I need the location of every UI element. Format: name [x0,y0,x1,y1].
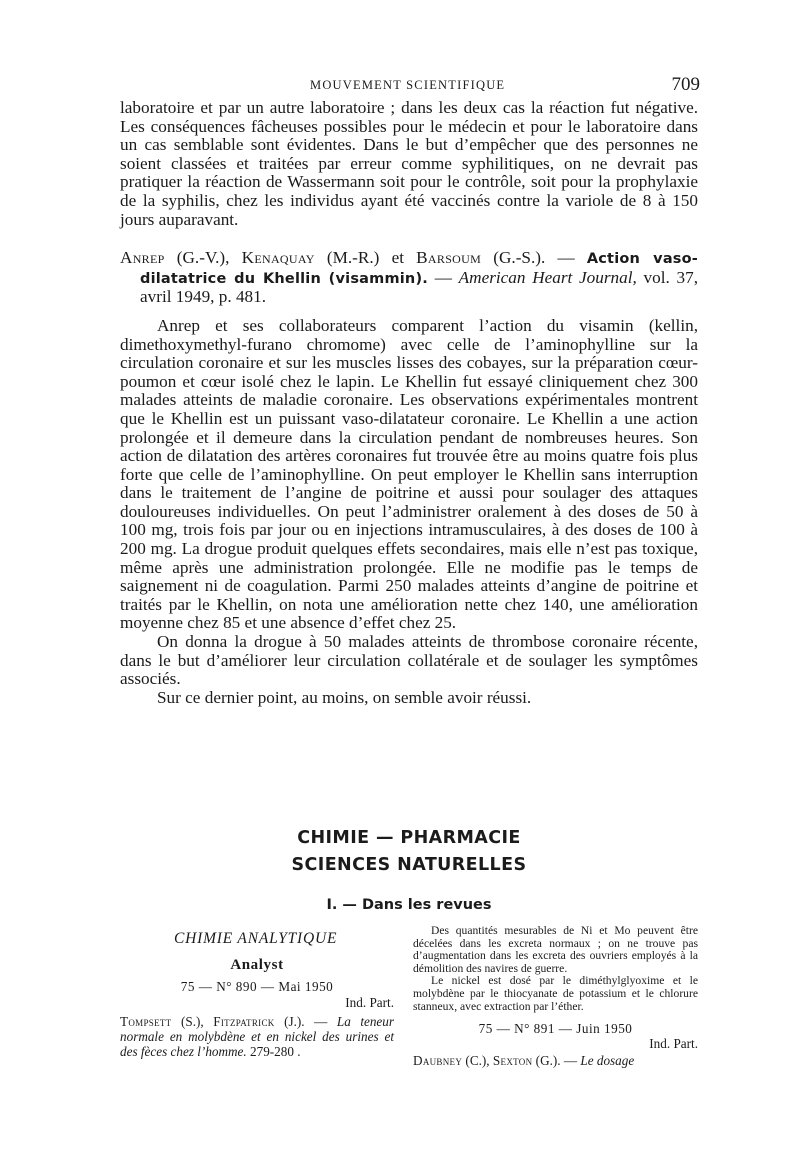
running-header [120,74,700,96]
entry-initials: (C.), [462,1053,493,1069]
left-column [120,928,394,1059]
paragraph-body: Anrep et ses collaborateurs comparent l’action du visamin (kellin, dimethoxymethyl-furano chromome) avec celle de l’aminophylline sur la circulation coronaire et sur les muscles lisses des cobayes, sur la préparation cœur-poumon et cœur isolé chez le lapin. Le Khellin fut essayé cliniquement chez 300 malades atteints de maladie coronaire. Les observations expérimentales montrent que le Khellin est un puissant vaso-dilatateur coronaire. Le Khellin a une action prolongée et il demeure dans la circulation pendant de nombreuses heures. Son action de dilatation des artères coronaires fut trouvée être au moins quatre fois plus forte que celle de l’aminophylline. On peut employer le Khellin sans interruption dans le traitement de l’angine de poitrine et aussi pour soulager des attaques douloureuses individuelles. On peut l’administrer oralement à des doses de 50 à 100 mg, trois fois par jour ou en injections intramusculaires, à des doses de 100 à 200 mg. La drogue produit quelques effets secondaires, mais elle n’est pas toxique, même après une administration prolongée. Elle ne modifie pas le temps de saignement ni de coagulation. Parmi 250 malades atteints d’angine de poitrine et traités par le Khellin, on nota une amélioration nette chez 140, une amélioration moyenne chez 85 et une absence d’effet chez 25. [120,315,698,633]
entry [413,1053,698,1068]
entry-title: La teneur normale en molybdène et en nickel des urines et des fèces chez l’homme. [120,1013,395,1060]
ind-part: Ind. Part. [649,1036,698,1052]
rubric-title: CHIMIE ANALYTIQUE [174,930,338,947]
bibliographic-reference [120,249,698,307]
ref-title: Action vaso-dilatatrice du Khellin (visammin). [140,251,699,287]
section-heading: SCIENCES NATURELLES [291,855,527,875]
entry-initials: (G.). — [532,1053,581,1069]
ref-author: Barsoum [416,248,482,268]
ref-initials: (G.-V.), [176,248,242,268]
issue-line: 75 — N° 891 — Juin 1950 [478,1021,633,1037]
paragraph-body: Sur ce dernier point, au moins, on semble avoir réussi. [157,687,532,707]
page-number: 709 [671,74,700,95]
ref-initials: (G.-S.). — [493,248,587,268]
entry-author: Tompsett [120,1013,172,1029]
paragraph-body: On donna la drogue à 50 malades atteints de thrombose coronaire récente, dans le but d’améliorer leur circulation collatérale et de soulager les symptômes associés. [120,632,698,689]
ref-author: Kenaquay [241,248,315,268]
right-column [413,925,698,1068]
subsection-heading: I. — Dans les revues [326,897,492,913]
ref-initials: (M.-R.) et [326,248,417,268]
entry-title: Le dosage [580,1053,635,1069]
entry-author: Daubney [413,1053,463,1069]
ref-journal: American Heart Journal, [458,267,637,287]
abstract-paragraph: Le nickel est dosé par le diméthylglyoxime et le molybdène par le thiocyanate de potassium et le chlorure stanneux, avec extraction par l’éther. [413,974,698,1013]
entry [120,1014,394,1060]
ind-part: Ind. Part. [345,994,394,1010]
entry-initials: (J.). — [274,1013,337,1029]
entry-author: Sexton [492,1053,533,1069]
section-heading: CHIMIE — PHARMACIE [297,828,521,848]
main-text [120,99,698,707]
journal-title: Analyst [230,957,284,974]
entry-author: Fitzpatrick [213,1013,275,1029]
paragraph-continuation: laboratoire et par un autre laboratoire ; dans les deux cas la réaction fut négative. Les conséquences fâcheuses possibles pour le médecin et pour le laboratoire dans un cas semblable sont évidentes. Dans le but d’empêcher que des personnes ne soient classées et traitées par erreur comme syphilitiques, on ne devrait pas pratiquer la réaction de Wassermann soit pour le contrôle, soit pour la prophylaxie de la syphilis, chez les individus ayant été vaccinés contre la variole de 8 à 150 jours auparavant. [120,98,698,229]
entry-pages: 279-280 . [246,1044,301,1060]
entry-initials: (S.), [171,1013,214,1029]
ref-dash: — [428,267,459,287]
issue-line: 75 — N° 890 — Mai 1950 [180,979,334,995]
abstract-paragraph: Des quantités mesurables de Ni et Mo peuvent être décelées dans les excreta normaux ; on ne trouve pas d’augmentation dans les excreta des ouvriers employés à la démolition des navires de guerre. [413,924,698,975]
ref-details: vol. 37, avril 1949, p. 481. [140,267,699,307]
ref-author: Anrep [120,248,165,268]
running-title: MOUVEMENT SCIENTIFIQUE [310,78,506,92]
